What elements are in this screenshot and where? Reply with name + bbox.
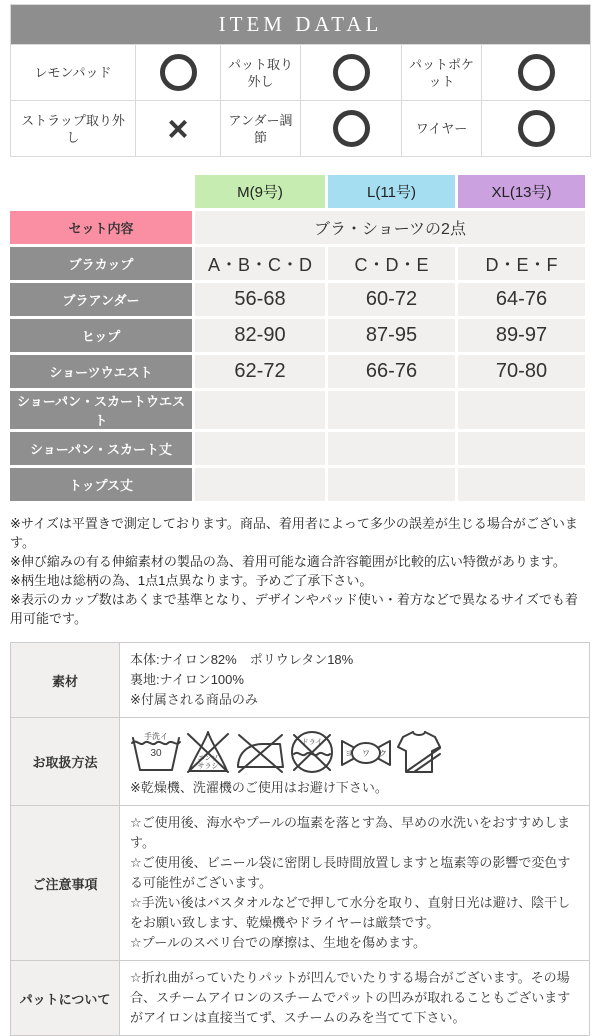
care-content	[120, 718, 590, 806]
caution-line: ☆プールのスベリ台での摩擦は、生地を傷めます。	[130, 935, 426, 950]
feature-label-pad-removable: パット取り外し	[221, 45, 301, 101]
caution-line: ☆ご使用後、ビニール袋に密閉し長時間放置しますと塩素等の影響で変色する可能性がございます。	[130, 855, 571, 890]
feature-row-2	[11, 101, 591, 157]
feature-label-lemon-pad: レモンパッド	[11, 45, 136, 101]
size-note-line: ※柄生地は総柄の為、1点1点異なります。予めご了承下さい。	[10, 573, 373, 588]
size-notes	[10, 514, 590, 628]
cell-value	[328, 391, 455, 429]
table-row-tops-length	[10, 468, 585, 501]
material-line: 本体:ナイロン82% ポリウレタン18%	[130, 652, 354, 667]
feature-value-pad-removable	[301, 45, 402, 101]
cell-value	[458, 391, 585, 429]
cell-value: 82-90	[195, 319, 325, 352]
cell-value: A・B・C・D	[195, 247, 325, 280]
row-label: ショーツウエスト	[10, 355, 192, 388]
svg-text:ワ: ワ	[362, 749, 370, 758]
wring-weak-icon	[338, 728, 394, 774]
shade-dry-icon	[395, 727, 443, 775]
feature-value-under-adjust	[301, 101, 402, 157]
cross-icon: ×	[167, 107, 189, 149]
material-content	[120, 643, 590, 718]
svg-text:ヨ: ヨ	[345, 749, 353, 758]
feature-label-under-adjust: アンダー調節	[221, 101, 301, 157]
cell-value: 64-76	[458, 283, 585, 316]
svg-text:30: 30	[150, 748, 162, 759]
row-label: ショーパン・スカート丈	[10, 432, 192, 465]
circle-icon	[333, 54, 370, 91]
caution-label: ご注意事項	[11, 806, 120, 961]
svg-text:手洗イ: 手洗イ	[144, 732, 168, 741]
size-note-line: ※サイズは平置きで測定しております。商品、着用者によって多少の誤差が生じる場合がございます。	[10, 516, 578, 550]
pad-info-row	[11, 961, 590, 1036]
feature-label-strap-removable: ストラップ取り外し	[11, 101, 136, 157]
svg-text:ク: ク	[379, 749, 387, 758]
caution-line: ☆ご使用後、海水やプールの塩素を落とす為、早めの水洗いをおすすめします。	[130, 815, 571, 850]
cell-value: 62-72	[195, 355, 325, 388]
row-label: トップス丈	[10, 468, 192, 501]
pad-info-label: パットについて	[11, 961, 120, 1036]
cell-value: 66-76	[328, 355, 455, 388]
handwash-30-icon	[130, 728, 182, 774]
set-content-value: ブラ・ショーツの2点	[195, 211, 585, 244]
size-header-spacer	[10, 175, 192, 208]
pad-info-content: ☆折れ曲がっていたりパットが凹んでいたりする場合がございます。その場合、スチームアイロンのスチームでパットの凹みが取れることもございますがアイロンは直接当てず、スチームのみを当てて下さい。	[120, 961, 590, 1036]
size-header-row	[10, 175, 585, 208]
caution-row	[11, 806, 590, 961]
cell-value	[458, 468, 585, 501]
size-header-xl: XL(13号)	[458, 175, 585, 208]
set-content-label: セット内容	[10, 211, 192, 244]
cell-value	[195, 432, 325, 465]
feature-value-pad-pocket	[482, 45, 591, 101]
cell-value: C・D・E	[328, 247, 455, 280]
feature-label-wire: ワイヤー	[402, 101, 482, 157]
cell-value	[328, 432, 455, 465]
circle-icon	[160, 54, 197, 91]
no-iron-icon	[234, 728, 286, 774]
cell-value: 56-68	[195, 283, 325, 316]
svg-text:サラシ: サラシ	[197, 763, 219, 770]
cell-value	[458, 432, 585, 465]
detail-table	[10, 642, 590, 1036]
row-label: ブラカップ	[10, 247, 192, 280]
circle-icon	[518, 110, 555, 147]
feature-row-1	[11, 45, 591, 101]
feature-value-lemon-pad	[136, 45, 221, 101]
cell-value: D・E・F	[458, 247, 585, 280]
set-content-row	[10, 211, 585, 244]
table-row-hip	[10, 319, 585, 352]
cell-value: 87-95	[328, 319, 455, 352]
table-row-pants-skirt-length	[10, 432, 585, 465]
caution-content	[120, 806, 590, 961]
feature-value-strap-removable	[136, 101, 221, 157]
table-row-bra-under	[10, 283, 585, 316]
table-row-pants-skirt-waist	[10, 391, 585, 429]
circle-icon	[333, 110, 370, 147]
material-row	[11, 643, 590, 718]
table-row-bra-cup	[10, 247, 585, 280]
material-label: 素材	[11, 643, 120, 718]
care-label: お取扱方法	[11, 718, 120, 806]
feature-table	[10, 4, 591, 157]
size-header-m: M(9号)	[195, 175, 325, 208]
cell-value: 89-97	[458, 319, 585, 352]
material-line: ※付属される商品のみ	[130, 692, 258, 707]
no-dryclean-icon	[287, 728, 337, 774]
cell-value	[195, 391, 325, 429]
cell-value	[195, 468, 325, 501]
table-row-shorts-waist	[10, 355, 585, 388]
cell-value: 70-80	[458, 355, 585, 388]
size-table	[7, 172, 588, 504]
circle-icon	[518, 54, 555, 91]
svg-text:エンソ: エンソ	[197, 755, 219, 762]
size-note-line: ※表示のカップ数はあくまで基準となり、デザインやパッド使い・着方などで異なるサイズでも着用可能です。	[10, 592, 578, 626]
svg-text:ドライ: ドライ	[301, 739, 323, 746]
feature-label-pad-pocket: パットポケット	[402, 45, 482, 101]
feature-table-header-row	[11, 5, 591, 45]
row-label: ブラアンダー	[10, 283, 192, 316]
care-note: ※乾燥機、洗濯機のご使用はお避け下さい。	[130, 780, 388, 795]
cell-value	[328, 468, 455, 501]
row-label: ショーパン・スカートウエスト	[10, 391, 192, 429]
row-label: ヒップ	[10, 319, 192, 352]
caution-line: ☆手洗い後はバスタオルなどで押して水分を取り、直射日光は避け、陰干しをお願い致します、乾燥機やドライヤーは厳禁です。	[130, 895, 571, 930]
material-line: 裏地:ナイロン100%	[130, 672, 244, 687]
no-bleach-icon	[183, 728, 233, 774]
care-icons	[130, 727, 579, 775]
cell-value: 60-72	[328, 283, 455, 316]
page-title: ITEM DATAL	[11, 5, 591, 45]
size-note-line: ※伸び縮みの有る伸縮素材の製品の為、着用可能な適合許容範囲が比較的広い特徴があります。	[10, 554, 566, 569]
size-header-l: L(11号)	[328, 175, 455, 208]
care-row	[11, 718, 590, 806]
feature-value-wire	[482, 101, 591, 157]
